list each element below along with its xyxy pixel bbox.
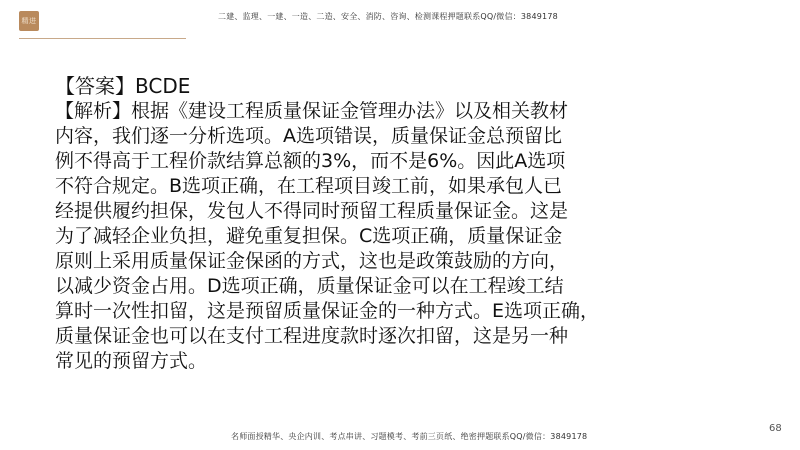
explanation-line: 经提供履约担保，发包人不得同时预留工程质量保证金。这是 (55, 200, 569, 222)
header-divider (19, 38, 186, 39)
explanation-line: 例不得高于工程价款结算总额的3%，而不是6%。因此A选项 (55, 150, 566, 172)
answer-content (55, 74, 615, 374)
explanation-line: 不符合规定。B选项正确，在工程项目竣工前，如果承包人已 (55, 175, 563, 197)
logo-text: 精进 (21, 17, 37, 25)
header-text: 二建、监理、一建、一造、二造、安全、消防、咨询、检测课程押题联系QQ/微信：3849178 (218, 12, 558, 21)
explanation-line: 原则上采用质量保证金保函的方式，这也是政策鼓励的方向， (55, 250, 569, 272)
explanation-line: 算时一次性扣留，这是预留质量保证金的一种方式。E选项正确， (55, 300, 600, 322)
explanation-line: 【解析】根据《建设工程质量保证金管理办法》以及相关教材 (55, 100, 569, 122)
page-number: 68 (769, 423, 782, 434)
explanation-line: 以减少资金占用。D选项正确，质量保证金可以在工程竣工结 (55, 275, 564, 297)
explanation-line: 常见的预留方式。 (55, 350, 208, 372)
explanation-line: 质量保证金也可以在支付工程进度款时逐次扣留，这是另一种 (55, 325, 569, 347)
logo (19, 11, 39, 31)
footer-text: 名师面授精华、央企内训、考点串讲、习题模考、考前三页纸、绝密押题联系QQ/微信：3849178 (231, 432, 588, 441)
explanation-line: 内容，我们逐一分析选项。A选项错误，质量保证金总预留比 (55, 125, 562, 147)
explanation-line: 为了减轻企业负担，避免重复担保。C选项正确，质量保证金 (55, 225, 563, 247)
answer-line: 【答案】BCDE (55, 74, 191, 98)
